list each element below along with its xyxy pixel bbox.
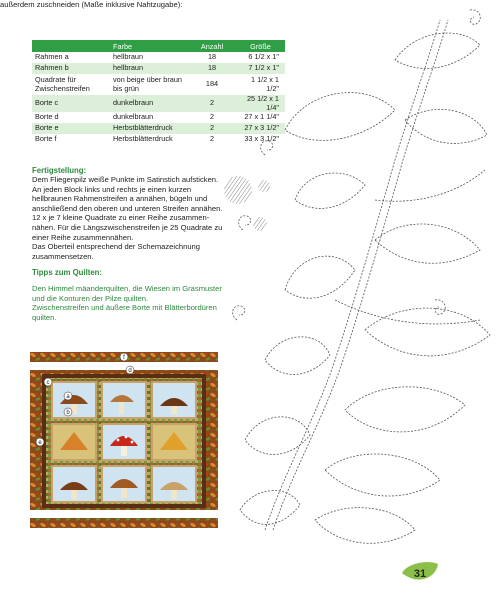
- tips-line: Zwischenstreifen und äußere Borte mit Blätterbordüren: [32, 303, 217, 313]
- row-color: von beige über braun bis grün: [113, 75, 182, 93]
- main-stem: [265, 20, 440, 530]
- finishing-line: Das Oberteil entsprechend der Schemazeichnung: [32, 242, 201, 252]
- row-size: 6 1/2 x 1": [248, 52, 279, 62]
- table-header-size: Größe: [236, 40, 285, 52]
- row-color: dunkelbraun: [113, 112, 154, 122]
- label-b: b: [66, 410, 70, 416]
- finishing-line: zusammensetzen.: [32, 251, 94, 261]
- curl: [470, 10, 480, 25]
- row-size: 27 x 3 1/2": [236, 123, 285, 134]
- table-header-name: [32, 40, 110, 52]
- label-a: a: [66, 394, 70, 400]
- branch-right: [335, 300, 480, 324]
- leaf: [405, 109, 487, 143]
- finishing-line: Dem Fliegenpilz weiße Punkte im Satinstich aufsticken.: [32, 175, 219, 184]
- leaf: [240, 491, 300, 525]
- leaf: [365, 308, 490, 356]
- main-stem-outline: [273, 20, 448, 530]
- leaf: [395, 33, 480, 68]
- label-f: f: [123, 355, 125, 361]
- page-number-badge: [400, 560, 440, 586]
- leaf: [285, 93, 395, 141]
- row-name: Borte e: [32, 123, 110, 134]
- row-count: 2: [209, 112, 215, 122]
- finishing-line: anschließend den oberen und unteren Streifen annähen.: [32, 203, 223, 213]
- leaf: [295, 173, 365, 208]
- row-count: 2: [188, 123, 236, 134]
- intro-text: außerdem zuschneiden (Maße inklusive Nahtzugabe):: [0, 0, 183, 9]
- row-size: 27 x 1 1/4": [244, 112, 279, 122]
- gap-top: [30, 362, 218, 370]
- row-count: 2: [209, 134, 215, 144]
- row-size: 25 1/2 x 1 1/4": [236, 95, 285, 112]
- finishing-heading: Fertigstellung:: [32, 166, 87, 175]
- label-e: e: [38, 440, 42, 446]
- row-name: Borte d: [35, 112, 59, 122]
- finishing-section: [32, 166, 232, 261]
- page-number: 31: [413, 568, 427, 580]
- row-count: 18: [188, 63, 236, 74]
- gap-bottom: [30, 510, 218, 518]
- row-count: 184: [205, 79, 219, 89]
- tips-section: [32, 268, 247, 322]
- label-c: c: [46, 380, 50, 386]
- table-header-color: Farbe: [110, 40, 188, 52]
- curl: [435, 300, 445, 315]
- row-color: Herbstblätterdruck: [110, 123, 188, 134]
- branch-upper: [375, 170, 485, 201]
- tips-line: und die Konturen der Pilze quilten.: [32, 293, 149, 303]
- row-name: Borte c: [32, 95, 110, 112]
- row-size: 33 x 3 1/2": [244, 134, 279, 144]
- tips-line: Den Himmel mäanderquilten, die Wiesen im Grasmuster: [32, 284, 222, 293]
- tips-line: quilten.: [32, 312, 57, 322]
- finishing-line: An jeden Block links und rechts je einen kurzen: [32, 184, 192, 194]
- row-size: 7 1/2 x 1": [236, 63, 285, 74]
- leaf: [285, 256, 355, 298]
- row-color: hellbraun: [113, 52, 144, 62]
- row-name: Rahmen a: [35, 52, 69, 62]
- finishing-line: nähen. Für die Längszwischenstreifen je 25 Quadrate zu: [32, 222, 223, 232]
- row-color: hellbraun: [110, 63, 188, 74]
- curl: [239, 216, 251, 230]
- tips-heading: Tipps zum Quilten:: [32, 268, 103, 277]
- leaf: [315, 508, 415, 544]
- quilt-layout-diagram: [30, 352, 218, 528]
- leaf: [375, 224, 480, 263]
- leaf: [265, 337, 330, 375]
- leaf: [325, 454, 440, 496]
- row-count: 18: [207, 52, 217, 62]
- row-name: Borte f: [35, 134, 57, 144]
- row-name: Rahmen b: [32, 63, 110, 74]
- leaf: [345, 387, 465, 432]
- curl: [233, 306, 245, 320]
- leaf: [245, 417, 310, 455]
- finishing-line: hellbraunen Rahmenstreifen a annähen, bügeln und: [32, 194, 208, 204]
- row-name: Quadrate für Zwischenstreifen: [35, 75, 90, 93]
- finishing-line: einer Reihe zusammennähen.: [32, 232, 134, 242]
- row-color: Herbstblätterdruck: [113, 134, 173, 144]
- label-d: d: [128, 368, 132, 374]
- finishing-line: 12 x je 7 kleine Quadrate zu einer Reihe zusammen-: [32, 213, 210, 223]
- row-count: 2: [188, 95, 236, 112]
- row-size: 1 1/2 x 1 1/2": [251, 75, 279, 93]
- table-header-count: Anzahl: [188, 40, 236, 52]
- row-color: dunkelbraun: [110, 95, 188, 112]
- leaf-vine-quilting-pattern: [225, 0, 500, 560]
- curl: [261, 141, 273, 155]
